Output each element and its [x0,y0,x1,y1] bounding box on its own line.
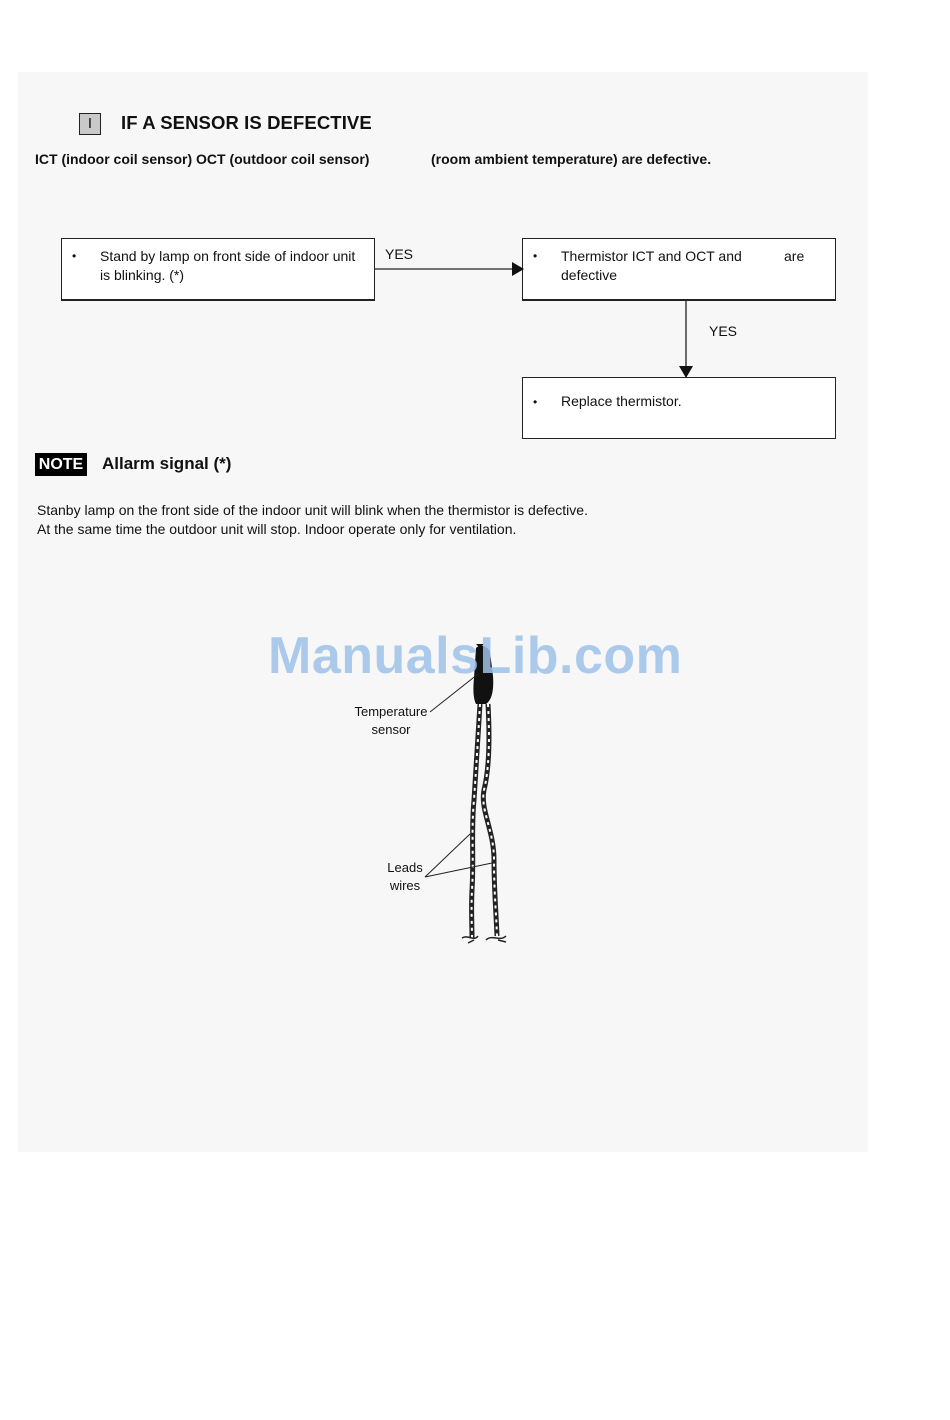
section-title: IF A SENSOR IS DEFECTIVE [121,112,372,133]
flow-box-defective-text-3: defective [561,267,618,283]
watermark: ManualsLib.com [268,627,683,685]
note-line-2: At the same time the outdoor unit will stop. Indoor operate only for ventilation. [37,521,517,537]
flow-box-defective-text-2: are [784,248,805,264]
intro-text-part2: (room ambient temperature) are defective. [431,151,712,167]
bullet: • [533,395,538,409]
flow-box-blinking-text: Stand by lamp on front side of indoor unit is blinking. (*) [100,248,356,283]
sensor-label-line2: sensor [371,722,411,737]
wires-label-line1: Leads [387,860,423,875]
lead-wire-left [472,704,480,938]
section-marker: I [79,113,101,135]
wire-ends [462,936,506,943]
wires-label [377,859,433,895]
bullet: • [72,249,77,263]
flow-box-defective-text-1: Thermistor ICT and OCT and [561,248,742,264]
yes-label-down: YES [709,323,738,339]
intro-text-part1: ICT (indoor coil sensor) OCT (outdoor coil sensor) [35,151,370,167]
note-title: Allarm signal (*) [102,454,232,473]
yes-label-right: YES [385,246,414,262]
bullet: • [533,249,538,263]
note-line-1: Stanby lamp on the front side of the indoor unit will blink when the thermistor is defective. [37,502,588,518]
note-badge: NOTE [35,453,87,476]
sensor-label-line1: Temperature [354,704,428,719]
wires-label-line2: wires [389,878,421,893]
sensor-label [345,703,437,739]
flow-box-replace-text: Replace thermistor. [561,393,682,409]
wires-pointer-2 [425,863,492,877]
